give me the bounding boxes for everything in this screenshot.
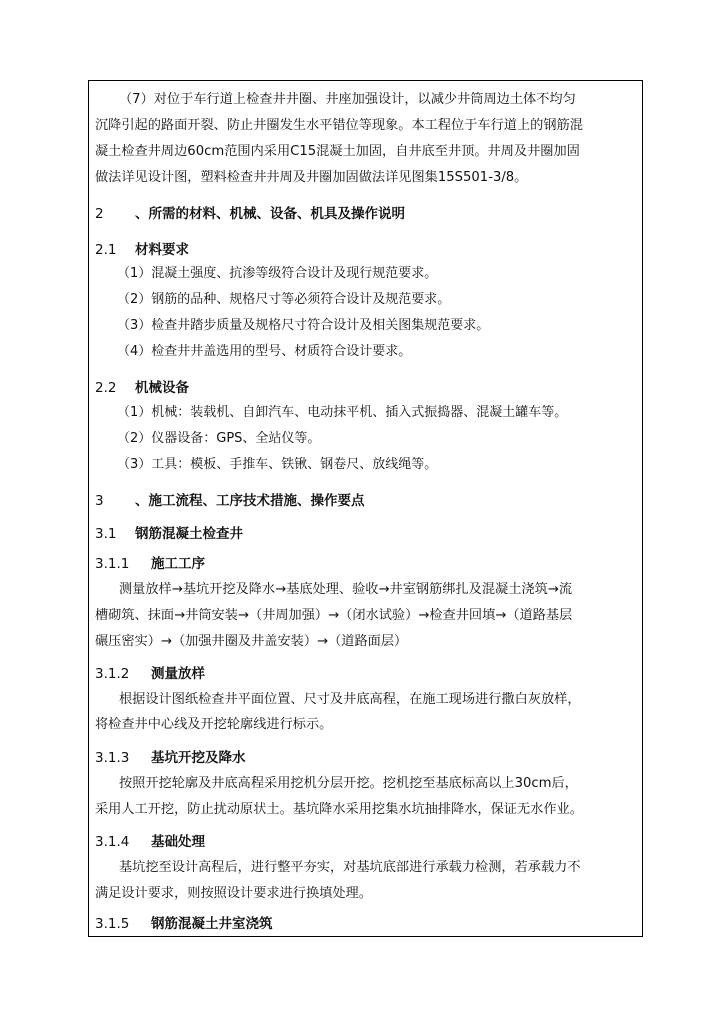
- section-number: 3.1: [95, 526, 117, 542]
- section-number: 3.1.2: [95, 666, 130, 682]
- paragraph-line: 按照开挖轮廓及井底高程采用挖机分层开挖。挖机挖至基底标高以上30cm后，: [119, 776, 578, 791]
- section-title: 基础处理: [151, 834, 205, 850]
- section-number: 2.1: [95, 242, 117, 258]
- section-number: 2: [95, 206, 104, 222]
- paragraph-line: 满足设计要求，则按照设计要求进行换填处理。: [95, 886, 372, 901]
- subsection-heading: [95, 241, 636, 259]
- section-heading: [95, 492, 636, 510]
- section-number: 3.1.4: [95, 834, 130, 850]
- document-body: [89, 81, 642, 936]
- section-number: 2.2: [95, 380, 117, 396]
- subsection-heading: [95, 665, 636, 683]
- section-title: 、所需的材料、机械、设备、机具及操作说明: [135, 206, 405, 222]
- paragraph-line: 测量放样→基坑开挖及降水→基底处理、验收→井室钢筋绑扎及混凝土浇筑→流: [119, 582, 573, 597]
- list-item: （3）检查井踏步质量及规格尺寸符合设计及相关图集规范要求。: [117, 318, 490, 333]
- section-number: 3.1.5: [95, 916, 130, 932]
- subsection-heading: [95, 555, 636, 573]
- section-title: 钢筋混凝土井室浇筑: [151, 916, 273, 932]
- subsection-heading: [95, 379, 636, 397]
- paragraph-line: 做法详见设计图，塑料检查井井周及井圈加固做法详见图集15S501-3/8。: [95, 170, 528, 185]
- list-item: （1）机械：装载机、自卸汽车、电动抹平机、插入式振捣器、混凝土罐车等。: [117, 405, 568, 420]
- paragraph-line: 槽砌筑、抹面→井筒安装→（井周加强）→（闭水试验）→检查井回填→（道路基层: [95, 608, 573, 623]
- paragraph-line: 凝土检查井周边60cm范围内采用C15混凝土加固，自井底至井顶。井周及井圈加固: [95, 144, 580, 159]
- list-item: （3）工具：模板、手推车、铁锹、钢卷尺、放线绳等。: [117, 457, 438, 472]
- list-item: （2）仪器设备：GPS、全站仪等。: [117, 431, 321, 446]
- document-frame: [88, 80, 643, 937]
- paragraph-line: 基坑挖至设计高程后，进行整平夯实，对基坑底部进行承载力检测，若承载力不: [119, 860, 581, 875]
- section-number: 3.1.1: [95, 556, 130, 572]
- list-item: （4）检查井井盖选用的型号、材质符合设计要求。: [117, 344, 412, 359]
- section-heading: [95, 205, 636, 223]
- section-number: 3.1.3: [95, 750, 130, 766]
- paragraph-line: 将检查井中心线及开挖轮廓线进行标示。: [95, 717, 333, 732]
- subsection-heading: [95, 749, 636, 767]
- section-number: 3: [95, 493, 104, 509]
- paragraph-line: 根据设计图纸检查井平面位置、尺寸及井底高程，在施工现场进行撒白灰放样，: [119, 692, 581, 707]
- section-title: 钢筋混凝土检查井: [135, 526, 243, 542]
- section-title: 机械设备: [135, 380, 189, 396]
- subsection-heading: [95, 915, 636, 933]
- paragraph-line: 沉降引起的路面开裂、防止井圈发生水平错位等现象。本工程位于车行道上的钢筋混: [95, 118, 583, 133]
- section-title: 基坑开挖及降水: [151, 750, 246, 766]
- paragraph-line: （7）对位于车行道上检查井井圈、井座加强设计，以减少井筒周边土体不均匀: [119, 92, 576, 107]
- paragraph-line: 采用人工开挖，防止扰动原状土。基坑降水采用挖集水坑抽排降水，保证无水作业。: [95, 802, 583, 817]
- subsection-heading: [95, 833, 636, 851]
- section-title: 、施工流程、工序技术措施、操作要点: [135, 493, 365, 509]
- list-item: （1）混凝土强度、抗渗等级符合设计及现行规范要求。: [117, 266, 438, 281]
- subsection-heading: [95, 525, 636, 543]
- section-title: 施工工序: [151, 556, 205, 572]
- list-item: （2）钢筋的品种、规格尺寸等必须符合设计及规范要求。: [117, 292, 451, 307]
- paragraph-line: 碾压密实）→（加强井圈及井盖安装）→（道路面层）: [95, 634, 408, 649]
- section-title: 材料要求: [135, 242, 189, 258]
- section-title: 测量放样: [151, 666, 205, 682]
